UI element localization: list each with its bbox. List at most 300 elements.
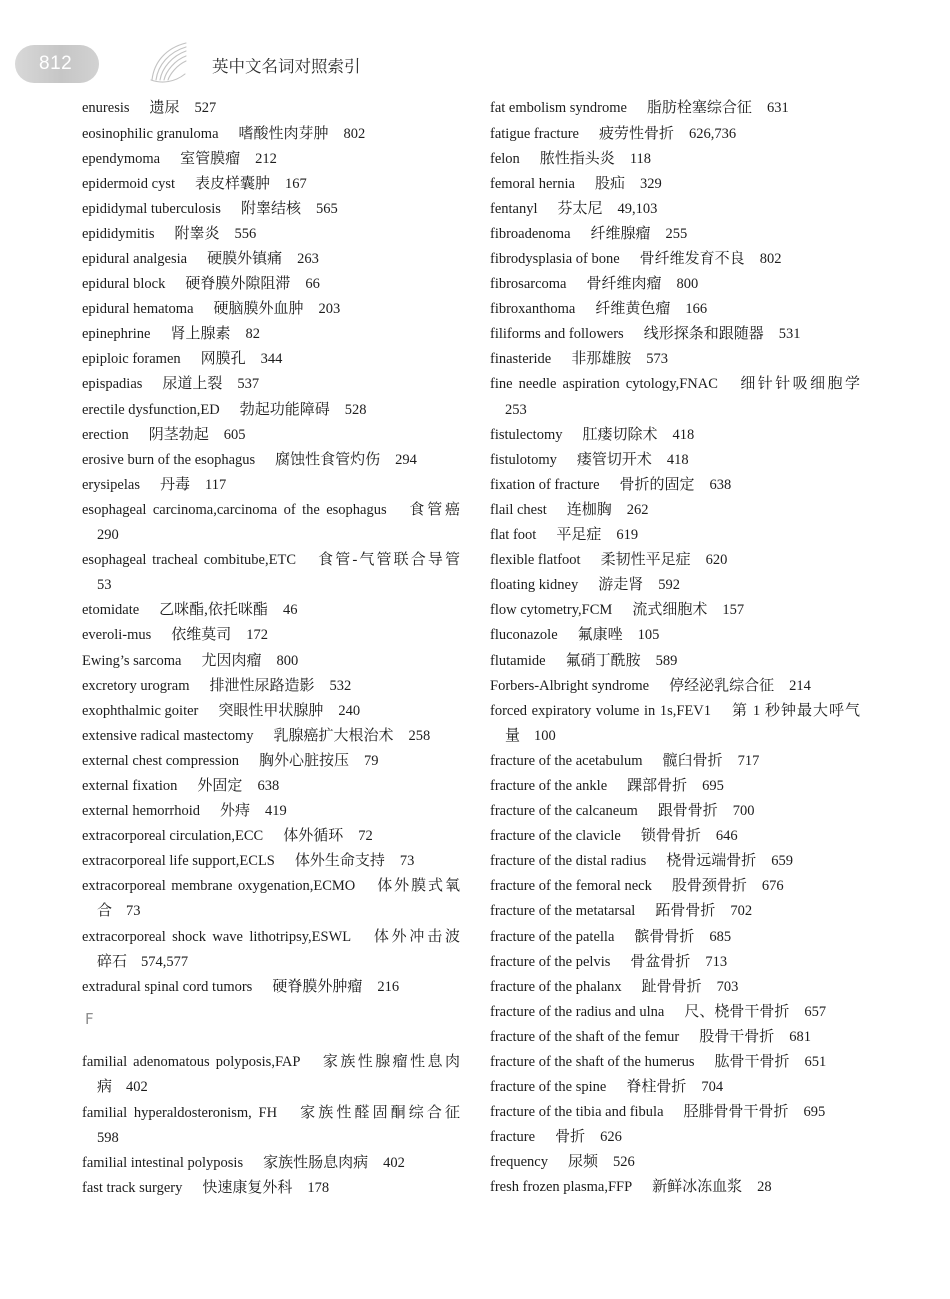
entry-chinese-term: 脂肪栓塞综合征 [646,100,752,117]
index-entry [490,748,860,773]
entry-page-number: 702 [730,903,753,920]
entry-line [490,146,860,171]
entry-line [490,622,860,647]
index-entry [82,924,460,974]
entry-chinese-term-continued: 碎石 [97,953,128,970]
entry-chinese-term: 硬脊膜外隙阻滞 [185,276,291,293]
entry-line [82,1175,460,1200]
index-entry [82,171,460,196]
entry-line [490,196,860,221]
entry-line [82,673,460,698]
entry-chinese-term: 肾上腺素 [170,326,231,343]
entry-page-number: 418 [666,451,689,468]
entry-line [490,1074,860,1099]
entry-line [490,873,860,898]
index-entry [490,246,860,271]
entry-page-number: 105 [637,627,660,644]
entry-chinese-term: 丹毒 [159,476,190,493]
entry-line [82,547,460,572]
entry-line [490,773,860,798]
entry-page-number: 402 [126,1079,148,1096]
entry-line [82,422,460,447]
entry-english-term: fracture of the acetabulum [490,752,643,769]
entry-english-term: forced expiratory volume in 1s,FEV1 [490,702,712,719]
entry-page-number: 419 [264,803,287,820]
entry-page-number: 620 [705,552,728,569]
index-entry [82,723,460,748]
index-entry [490,1049,860,1074]
entry-line [490,1099,860,1124]
entry-english-term: extensive radical mastectomy [82,727,254,744]
index-entry [82,848,460,873]
index-entry [82,823,460,848]
entry-line [490,823,860,848]
entry-chinese-term: 乳腺癌扩大根治术 [273,727,394,744]
entry-english-term: fibroadenoma [490,225,571,242]
entry-line [490,848,860,873]
index-entry [82,773,460,798]
running-title: 英中文名词对照索引 [212,57,361,76]
entry-page-number: 402 [383,1154,405,1171]
entry-english-term: Forbers-Albright syndrome [490,677,650,694]
entry-line [490,1149,860,1174]
entry-line [490,748,860,773]
entry-line [82,1100,460,1125]
entry-chinese-term: 连枷胸 [566,501,612,518]
index-entry [82,371,460,396]
entry-chinese-term: 桡骨远端骨折 [666,853,757,870]
index-entry [82,346,460,371]
entry-chinese-term: 阴茎勃起 [148,426,209,443]
entry-english-term: excretory urogram [82,677,190,694]
entry-chinese-term: 乙咪酯,依托咪酯 [159,602,268,619]
entry-line [490,898,860,923]
entry-english-term: external fixation [82,777,178,794]
entry-english-term: epispadias [82,376,143,393]
entry-line [82,723,460,748]
entry-line [82,121,460,146]
entry-chinese-term: 排泄性尿路造影 [209,677,315,694]
entry-chinese-term: 平足症 [556,527,602,544]
entry-chinese-term: 骨折的固定 [619,476,695,493]
index-entry [490,95,860,120]
entry-chinese-term: 依维莫司 [171,627,232,644]
section-letter-heading: F [85,1009,94,1028]
index-entry [82,1175,460,1200]
index-entry [82,146,460,171]
entry-english-term: fracture of the tibia and fibula [490,1104,664,1121]
entry-line [82,648,460,673]
entry-page-number: 537 [237,376,260,393]
index-entry [490,371,860,421]
entry-page-number: 626 [600,1129,622,1146]
index-entry [490,271,860,296]
entry-page-number: 167 [285,175,307,192]
entry-page-number: 802 [343,125,366,142]
entry-page-number: 290 [97,527,119,544]
index-entry [82,246,460,271]
index-entry [82,121,460,146]
index-entry [490,346,860,371]
entry-chinese-term: 纤维腺瘤 [590,225,651,242]
entry-page-number: 528 [344,401,367,418]
index-entry [490,522,860,547]
entry-chinese-term: 尿道上裂 [162,376,223,393]
entry-line [82,1049,460,1074]
entry-english-term: extracorporeal life support,ECLS [82,853,275,870]
entry-english-term: erysipelas [82,476,140,493]
entry-chinese-term: 细针针吸细胞学 [737,376,860,393]
entry-english-term: ependymoma [82,150,161,167]
entry-english-term: etomidate [82,602,140,619]
index-entry [490,1124,860,1149]
entry-line [82,1150,460,1175]
entry-page-number: 703 [716,978,739,995]
entry-line [490,1049,860,1074]
entry-line [490,95,860,120]
entry-line [82,296,460,321]
entry-line [82,171,460,196]
entry-english-term: floating kidney [490,577,579,594]
index-entry [82,597,460,622]
entry-line [82,597,460,622]
entry-page-number: 531 [778,326,801,343]
entry-line [490,547,860,572]
entry-line [490,246,860,271]
entry-line [82,95,460,120]
entry-page-number: 526 [612,1154,635,1171]
entry-chinese-term: 体外膜式氧 [375,878,460,895]
entry-chinese-term: 勃起功能障碍 [239,401,330,418]
entry-english-term: filiforms and followers [490,326,624,343]
index-entry [490,597,860,622]
entry-line [82,622,460,647]
entry-continuation-line [82,522,460,547]
entry-page-number: 73 [399,853,415,870]
entry-page-number: 100 [534,727,556,744]
entry-chinese-term: 体外生命支持 [294,853,385,870]
entry-page-number: 802 [759,251,782,267]
entry-chinese-term: 网膜孔 [200,351,246,368]
index-entry [490,898,860,923]
index-entry [490,698,860,748]
entry-page-number: 240 [338,702,361,719]
entry-page-number: 527 [194,100,217,117]
entry-continuation-line [82,898,460,923]
entry-english-term: fracture of the patella [490,928,615,945]
entry-chinese-term: 表皮样囊肿 [195,175,271,192]
index-entry [490,949,860,974]
entry-chinese-term: 脓性指头炎 [539,150,615,167]
entry-page-number: 203 [318,301,341,318]
entry-english-term: flow cytometry,FCM [490,602,613,619]
index-entry [82,296,460,321]
entry-chinese-term-continued: 合 [97,903,113,920]
entry-chinese-term: 突眼性甲状腺肿 [218,702,324,719]
entry-line [490,371,860,396]
entry-english-term: exophthalmic goiter [82,702,199,719]
entry-line [82,221,460,246]
entry-page-number: 344 [260,351,283,368]
entry-page-number: 700 [732,803,755,820]
entry-page-number: 49,103 [617,200,658,217]
index-entry [490,121,860,146]
entry-english-term: fibroxanthoma [490,301,576,318]
entry-chinese-term: 疲劳性骨折 [598,125,674,142]
index-entry [82,95,460,120]
entry-english-term: familial intestinal polyposis [82,1154,244,1171]
entry-line [490,271,860,296]
entry-page-number: 589 [655,652,678,669]
entry-chinese-term-continued: 量 [505,727,521,744]
entry-line [490,1024,860,1049]
entry-page-number: 72 [358,828,373,845]
entry-page-number: 66 [305,276,320,293]
index-entry [490,1024,860,1049]
entry-page-number: 329 [639,175,662,192]
entry-english-term: fast track surgery [82,1179,183,1196]
entry-english-term: epiploic foramen [82,351,181,368]
entry-chinese-term: 非那雄胺 [571,351,632,368]
entry-chinese-term: 快速康复外科 [202,1179,293,1196]
entry-chinese-term: 体外冲击波 [371,928,460,945]
entry-chinese-term: 柔韧性平足症 [600,552,691,569]
entry-chinese-term: 新鲜冰冻血浆 [652,1179,743,1196]
entry-english-term: extradural spinal cord tumors [82,978,253,995]
entry-line [82,146,460,171]
entry-english-term: felon [490,150,520,167]
entry-line [490,949,860,974]
entry-page-number: 172 [246,627,269,644]
entry-line [82,798,460,823]
entry-english-term: fentanyl [490,200,538,217]
index-entry [490,1174,860,1199]
index-entry [82,196,460,221]
entry-page-number: 118 [629,150,652,167]
index-entry [82,1150,460,1175]
entry-line [490,522,860,547]
entry-page-number: 717 [737,752,760,769]
entry-chinese-term: 跟骨骨折 [657,803,718,820]
entry-line [82,346,460,371]
entry-page-number: 294 [395,451,417,468]
entry-page-number: 418 [672,426,695,443]
entry-page-number: 28 [757,1179,772,1196]
index-entry [82,1100,460,1150]
entry-page-number: 258 [408,727,431,744]
entry-chinese-term: 外痔 [219,803,250,820]
entry-chinese-term: 锁骨骨折 [640,828,701,845]
entry-chinese-term: 股骨颈骨折 [671,878,747,895]
index-entry [490,422,860,447]
entry-page-number: 46 [282,602,298,619]
entry-line [82,397,460,422]
entry-page-number: 255 [665,225,688,242]
entry-english-term: esophageal carcinoma,carcinoma of the esophagus [82,501,387,518]
index-entry [490,171,860,196]
entry-chinese-term: 纤维黄色瘤 [595,301,671,318]
index-entry [490,296,860,321]
entry-english-term: fixation of fracture [490,476,600,493]
entry-chinese-term: 外固定 [197,777,243,794]
entry-continuation-line [82,1125,460,1150]
entry-line [82,848,460,873]
entry-chinese-term: 踝部骨折 [627,777,688,794]
entry-english-term: fatigue fracture [490,125,579,142]
index-entry [490,497,860,522]
index-entry [490,798,860,823]
entry-line [82,924,460,949]
entry-page-number: 216 [377,978,400,995]
entry-english-term: everoli-mus [82,627,152,644]
entry-chinese-term: 骨纤维肉瘤 [586,276,662,293]
entry-chinese-term: 遗尿 [149,100,180,117]
entry-english-term: epididymal tuberculosis [82,200,221,217]
entry-line [490,798,860,823]
entry-english-term: enuresis [82,100,130,117]
entry-chinese-term: 骨纤维发育不良 [639,251,745,267]
entry-chinese-term: 尤因肉瘤 [201,652,262,669]
entry-english-term: fistulectomy [490,426,563,443]
entry-line [490,422,860,447]
entry-chinese-term: 脊柱骨折 [626,1079,687,1096]
entry-page-number: 166 [685,301,708,318]
index-entry [82,648,460,673]
entry-page-number: 685 [709,928,732,945]
entry-english-term: finasteride [490,351,552,368]
entry-chinese-term: 硬脊膜外肿瘤 [272,978,363,995]
entry-continuation-line [490,397,860,422]
entry-line [490,497,860,522]
index-column-left [82,95,460,1199]
index-entry [490,622,860,647]
entry-continuation-line [82,949,460,974]
entry-line [490,572,860,597]
entry-page-number: 800 [676,276,699,293]
entry-line [490,472,860,497]
entry-continuation-line [82,1074,460,1099]
entry-english-term: fluconazole [490,627,558,644]
entry-line [490,597,860,622]
entry-english-term: fracture of the shaft of the femur [490,1028,680,1045]
entry-english-term: epidural analgesia [82,251,188,267]
entry-line [82,371,460,396]
entry-page-number: 592 [658,577,680,594]
entry-page-number: 631 [766,100,789,117]
entry-english-term: fine needle aspiration cytology,FNAC [490,376,718,393]
entry-chinese-term: 股骨干骨折 [699,1028,775,1045]
index-entry [490,1074,860,1099]
entry-english-term: epididymitis [82,225,155,242]
entry-english-term: fibrosarcoma [490,276,567,293]
entry-english-term: fracture of the calcaneum [490,803,638,820]
entry-line [490,121,860,146]
entry-english-term: epidermoid cyst [82,175,176,192]
entry-line [490,974,860,999]
entry-line [490,296,860,321]
entry-english-term: flat foot [490,527,537,544]
entry-english-term: flutamide [490,652,546,669]
entry-line [490,447,860,472]
entry-chinese-term: 尺、桡骨干骨折 [684,1003,790,1020]
entry-page-number: 646 [715,828,738,845]
entry-line [490,673,860,698]
entry-page-number: 157 [722,602,745,619]
entry-chinese-term: 骨折 [555,1129,586,1146]
entry-chinese-term: 附睾炎 [174,225,220,242]
entry-english-term: epidural block [82,276,166,293]
entry-page-number: 638 [709,476,732,493]
index-entry [82,397,460,422]
entry-english-term: erectile dysfunction,ED [82,401,220,418]
index-entry [490,974,860,999]
index-entry [490,196,860,221]
entry-english-term: flail chest [490,501,547,518]
entry-continuation-line [82,572,460,597]
swirl-logo-icon [148,40,190,84]
entry-line [82,246,460,271]
entry-line [82,497,460,522]
index-entry [490,848,860,873]
entry-line [82,748,460,773]
index-entry [82,472,460,497]
index-entry [490,472,860,497]
entry-page-number: 214 [789,677,811,694]
entry-line [490,171,860,196]
entry-english-term: fracture of the shaft of the humerus [490,1054,695,1070]
entry-line [490,346,860,371]
entry-page-number: 605 [223,426,246,443]
entry-page-number: 695 [803,1104,826,1121]
entry-line [490,221,860,246]
index-column-right [490,95,860,1199]
entry-english-term: eosinophilic granuloma [82,125,219,142]
page-number: 812 [39,53,73,74]
entry-chinese-term: 食管癌 [406,501,460,518]
entry-line [490,999,860,1024]
index-entry [490,547,860,572]
index-entry [82,798,460,823]
entry-english-term: fracture of the pelvis [490,953,611,970]
entry-english-term: erosive burn of the esophagus [82,451,256,468]
entry-english-term: fracture of the radius and ulna [490,1003,665,1020]
entry-chinese-term: 线形探条和跟随器 [643,326,764,343]
entry-page-number: 626,736 [688,125,737,142]
entry-line [82,773,460,798]
entry-english-term: extracorporeal shock wave lithotripsy,ESWL [82,928,352,945]
entry-chinese-term: 芬太尼 [557,200,603,217]
entry-english-term: epidural hematoma [82,301,194,318]
index-entry [82,447,460,472]
index-entry [82,748,460,773]
entry-page-number: 695 [702,777,724,794]
index-entry [490,1099,860,1124]
entry-chinese-term: 嗜酸性肉芽肿 [238,125,329,142]
entry-page-number: 262 [626,501,649,518]
entry-page-number: 79 [364,752,379,769]
entry-chinese-term: 流式细胞术 [632,602,708,619]
entry-line [82,472,460,497]
entry-chinese-term: 停经泌乳综合征 [669,677,775,694]
entry-english-term: fracture of the distal radius [490,853,647,870]
index-entry [82,422,460,447]
index-entry [490,572,860,597]
index-entry [490,1149,860,1174]
entry-line [490,648,860,673]
entry-english-term: fistulotomy [490,451,557,468]
entry-english-term: fracture [490,1129,536,1146]
entry-chinese-term: 第 1 秒钟最大呼气 [731,702,860,719]
